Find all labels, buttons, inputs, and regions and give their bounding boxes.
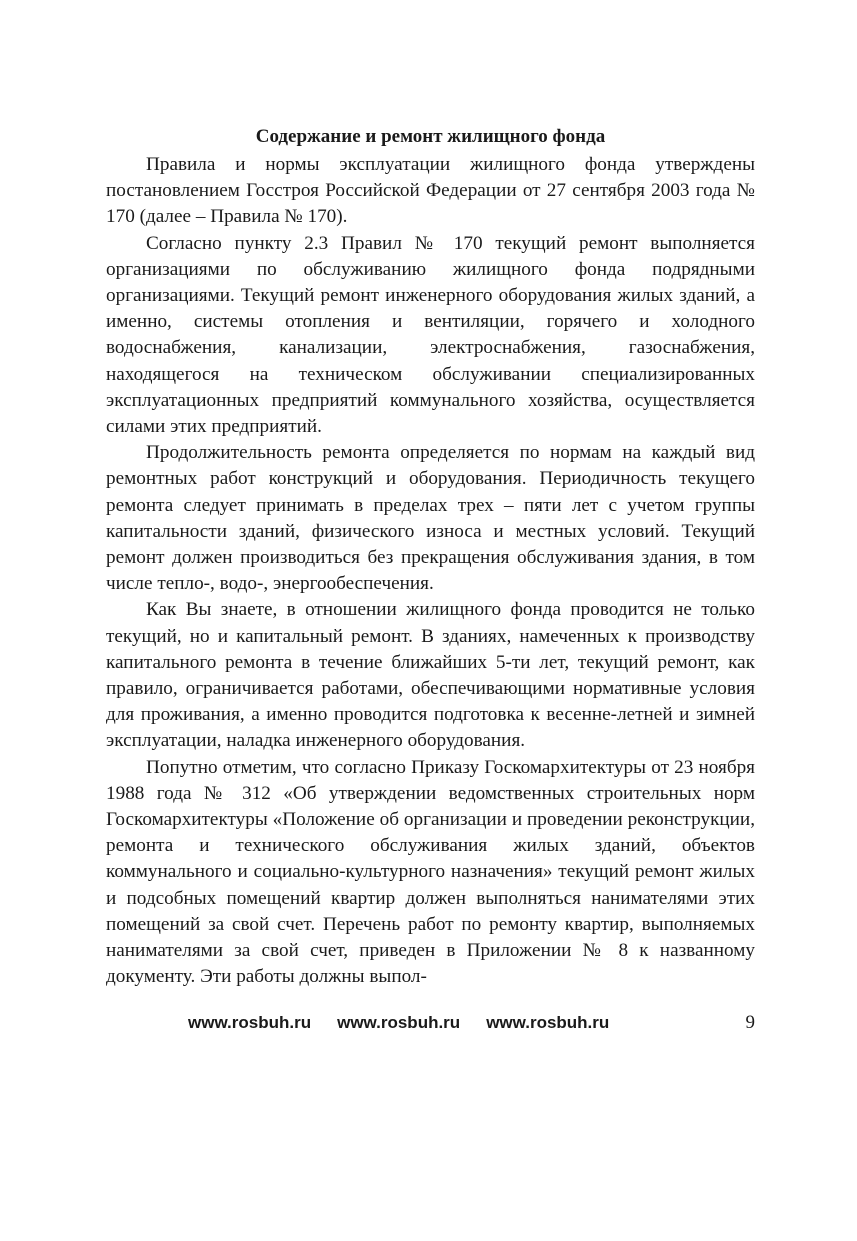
footer-links bbox=[188, 1010, 609, 1036]
paragraph-1: Правила и нормы эксплуатации жилищного фонда утверждены постановлением Госстроя Российской Федерации от 27 сентября 2003 года № 170 (далее – Правила № 170). bbox=[106, 154, 755, 228]
paragraph-2: Согласно пункту 2.3 Правил № 170 текущий ремонт выполняется организациями по обслуживанию жилищного фонда подрядными организациями. Текущий ремонт инженерного оборудования жилых зданий, а именно, системы отопления и вентиляции, горячего и холодного водоснабжения, канализации, электроснабжения, газоснабжения, находящегося на техническом обслуживании специализированных эксплуатационных предприятий коммунального хозяйства, осуществляется силами этих предприятий. bbox=[106, 232, 755, 438]
footer-link[interactable]: www.rosbuh.ru bbox=[486, 1013, 610, 1032]
paragraph-3: Продолжительность ремонта определяется по нормам на каждый вид ремонтных работ конструкций и оборудования. Периодичность текущего ремонта следует принимать в пределах трех – пяти лет с учетом группы капитальности зданий, физического износа и местных условий. Текущий ремонт должен производиться без прекращения обслуживания здания, в том числе тепло-, водо-, энергообеспечения. bbox=[106, 442, 755, 595]
page-footer bbox=[106, 1010, 755, 1036]
footer-link[interactable]: www.rosbuh.ru bbox=[188, 1013, 312, 1032]
footer-link[interactable]: www.rosbuh.ru bbox=[337, 1013, 461, 1032]
paragraph-5: Попутно отметим, что согласно Приказу Госкомархитектуры от 23 ноября 1988 года № 312 «Об утверждении ведомственных строительных норм Госкомархитектуры «Положение об организации и проведении реконструкции, ремонта и технического обслуживания жилых зданий, объектов коммунального и социально-культурного назначения» текущий ремонт жилых и подсобных помещений квартир должен выполняться нанимателями этих помещений за свой счет. Перечень работ по ремонту квартир, выполняемых нанимателями за свой счет, приведен в Приложении № 8 к названному документу. Эти работы должны выпол- bbox=[106, 756, 755, 988]
page-body bbox=[106, 124, 755, 991]
section-heading: Содержание и ремонт жилищного фонда bbox=[255, 126, 606, 147]
page-number: 9 bbox=[745, 1012, 755, 1033]
paragraph-4: Как Вы знаете, в отношении жилищного фонда проводится не только текущий, но и капитальный ремонт. В зданиях, намеченных к производству капитального ремонта в течение ближайших 5-ти лет, текущий ремонт, как правило, ограничивается работами, обеспечивающими нормативные условия для проживания, а именно проводится подготовка к весенне-летней и зимней эксплуатации, наладка инженерного оборудования. bbox=[106, 599, 755, 752]
